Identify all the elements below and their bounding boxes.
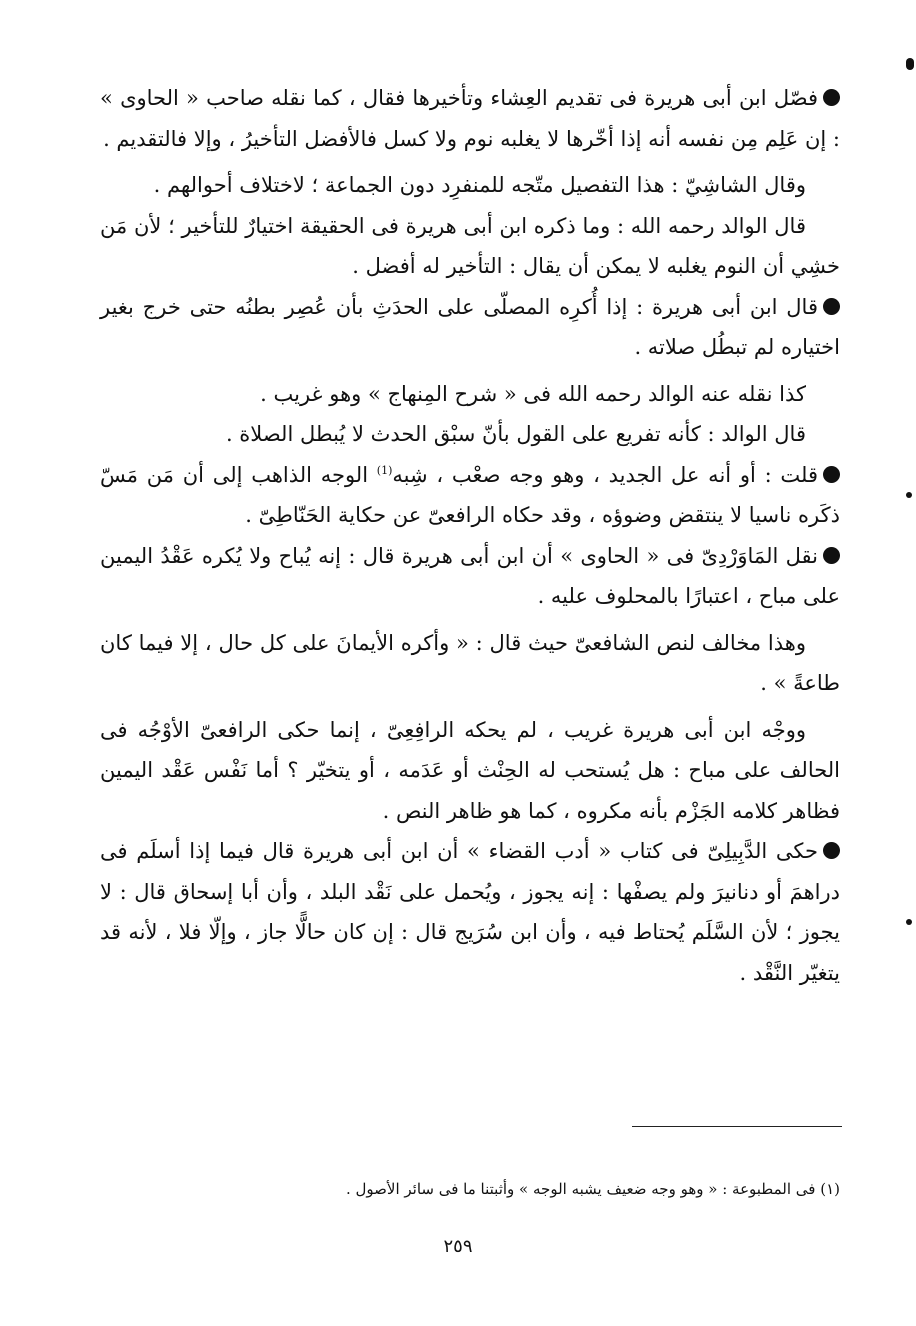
paragraph-text: حكى الدَّبِيلِىّ فى كتاب « أدب القضاء » أن ابن أبى هريرة قال فيما إذا أسلَم فى دراهمَ أو دنانيرَ ولم يصفْها : إنه يجوز ، ويُحمل على نَقْد البلد ، وأن أبا إسحاق قال : لا يجوز ؛ لأن السَّلَم يُحتاط فيه ، وأن ابن سُرَيج قال : إن كان حالًّا جاز ، وإلّا فلا ، لأنه قد يتغيّر النَّقْد .: [100, 839, 840, 985]
page-number: ٢٥٩: [443, 1236, 473, 1257]
paragraph: [100, 455, 840, 536]
paragraph-text: ووجْه ابن أبى هريرة غريب ، لم يحكه الرافِعِىّ ، إنما حكى الرافعىّ الأوْجُه فى الحالف على مباح : هل يُستحب له الحِنْث أو عَدَمه ، أو يتخيّر ؟ أما نَفْس عَقْد اليمين فظاهر كلامه الجَزْم بأنه مكروه ، كما هو ظاهر النص .: [100, 717, 840, 823]
paragraph-text: قلت : أو أنه عل الجديد ، وهو وجه صعْب ، شِبه: [392, 462, 818, 487]
paragraph: [100, 287, 840, 368]
bullet-icon: [823, 466, 840, 483]
paragraph-text-continued: الوجه الذاهب إلى أن مَن مَسّ ذكَره ناسيا لا ينتقض وضوؤه ، وقد حكاه الرافعىّ عن حكاية الحَنّاطِىّ .: [100, 462, 840, 527]
bullet-icon: [823, 547, 840, 564]
paragraph: [100, 536, 840, 617]
paragraph-text: قال الوالد رحمه الله : وما ذكره ابن أبى هريرة فى الحقيقة اختيارٌ للتأخير ؛ لأن مَن خشِي أن النوم يغلبه لا يمكن أن يقال : التأخير له أفضل .: [100, 213, 840, 278]
body-text: [100, 78, 840, 993]
footnote-reference: (1): [376, 463, 393, 477]
margin-mark: [906, 492, 912, 498]
paragraph-text: قال الوالد : كأنه تفريع على القول بأنّ سبْق الحدث لا يُبطل الصلاة .: [225, 422, 806, 446]
margin-mark: [906, 919, 912, 925]
paragraph: [100, 831, 840, 993]
paragraph: [100, 78, 840, 159]
paragraph: [100, 623, 840, 704]
paragraph-text: وهذا مخالف لنص الشافعىّ حيث قال : « وأكره الأيمانَ على كل حال ، إلا فيما كان طاعةً » .: [100, 630, 840, 695]
paragraph-text: قال ابن أبى هريرة : إذا أُكرِه المصلّى على الحدَثِ بأن عُصِر بطنُه حتى خرج بغير اختياره لم تبطُل صلاته .: [100, 294, 840, 359]
paragraph-text: كذا نقله عنه الوالد رحمه الله فى « شرح المِنهاج » وهو غريب .: [260, 381, 806, 406]
paragraph: [100, 414, 840, 455]
paragraph-text: وقال الشاشِيّ : هذا التفصيل متّجه للمنفرِد دون الجماعة ؛ لاختلاف أحوالهم .: [153, 173, 806, 197]
bullet-icon: [823, 298, 840, 315]
paragraph-text: فصّل ابن أبى هريرة فى تقديم العِشاء وتأخيرها فقال ، كما نقله صاحب « الحاوى » : إن عَلِم مِن نفسه أنه إذا أخّرها لا يغلبه نوم ولا كسل فالأفضل التأخيرُ ، وإلا فالتقديم .: [100, 86, 840, 151]
paragraph: [100, 710, 840, 832]
bullet-icon: [823, 89, 840, 106]
footnote-separator: [632, 1126, 842, 1127]
footnote: (١) فى المطبوعة : « وهو وجه ضعيف يشبه الوجه » وأثبتنا ما فى سائر الأصول .: [345, 1180, 840, 1198]
paragraph: [100, 206, 840, 287]
paragraph-text: نقل المَاوَرْدِىّ فى « الحاوى » أن ابن أبى هريرة قال : إنه يُباح ولا يُكره عَقْدُ اليمين على مباح ، اعتبارًا بالمحلوف عليه .: [100, 543, 840, 608]
margin-mark: [906, 58, 914, 70]
paragraph: [100, 374, 840, 415]
paragraph: [100, 165, 840, 206]
bullet-icon: [823, 842, 840, 859]
